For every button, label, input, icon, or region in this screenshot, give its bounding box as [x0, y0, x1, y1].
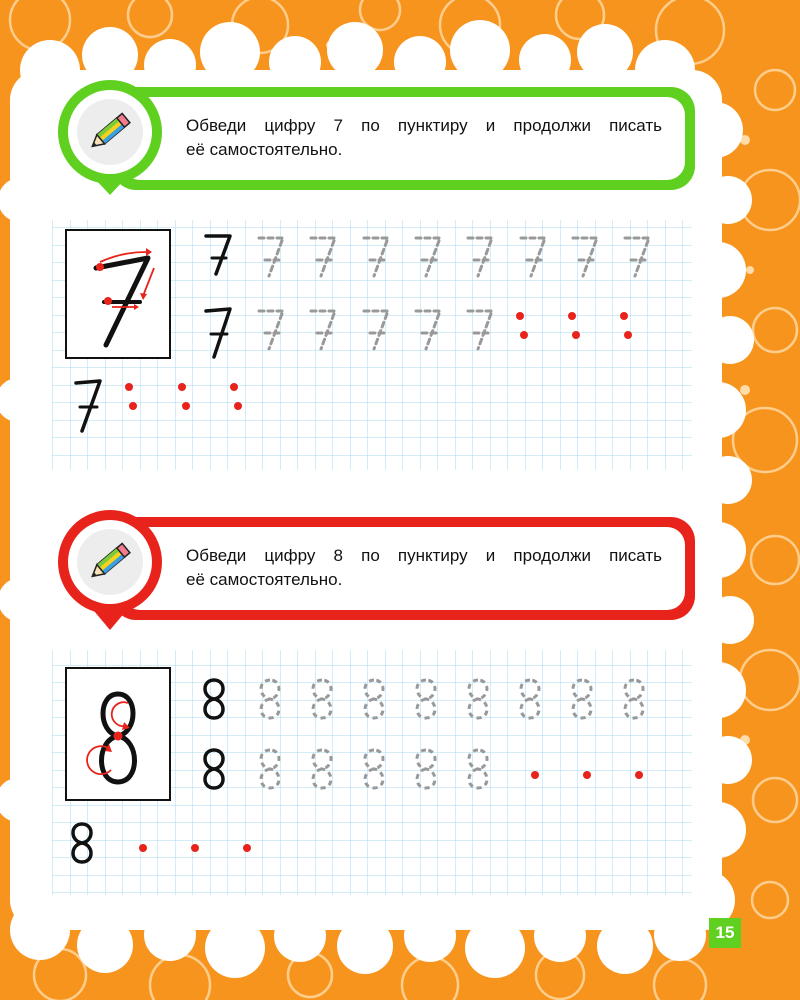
example-card-eight	[66, 668, 170, 800]
page-number: 15	[709, 918, 741, 948]
instruction-seven-line2: её самостоятельно.	[186, 140, 343, 159]
instruction-eight-line1: Обведи цифру 8 по пунктиру и продолжи писать	[186, 546, 662, 565]
instruction-text-seven	[186, 114, 662, 162]
example-card-seven	[66, 230, 170, 358]
instruction-eight-line2: её самостоятельно.	[186, 570, 343, 589]
instruction-text-eight	[186, 544, 662, 592]
instruction-seven-line1: Обведи цифру 7 по пунктиру и продолжи писать	[186, 116, 662, 135]
